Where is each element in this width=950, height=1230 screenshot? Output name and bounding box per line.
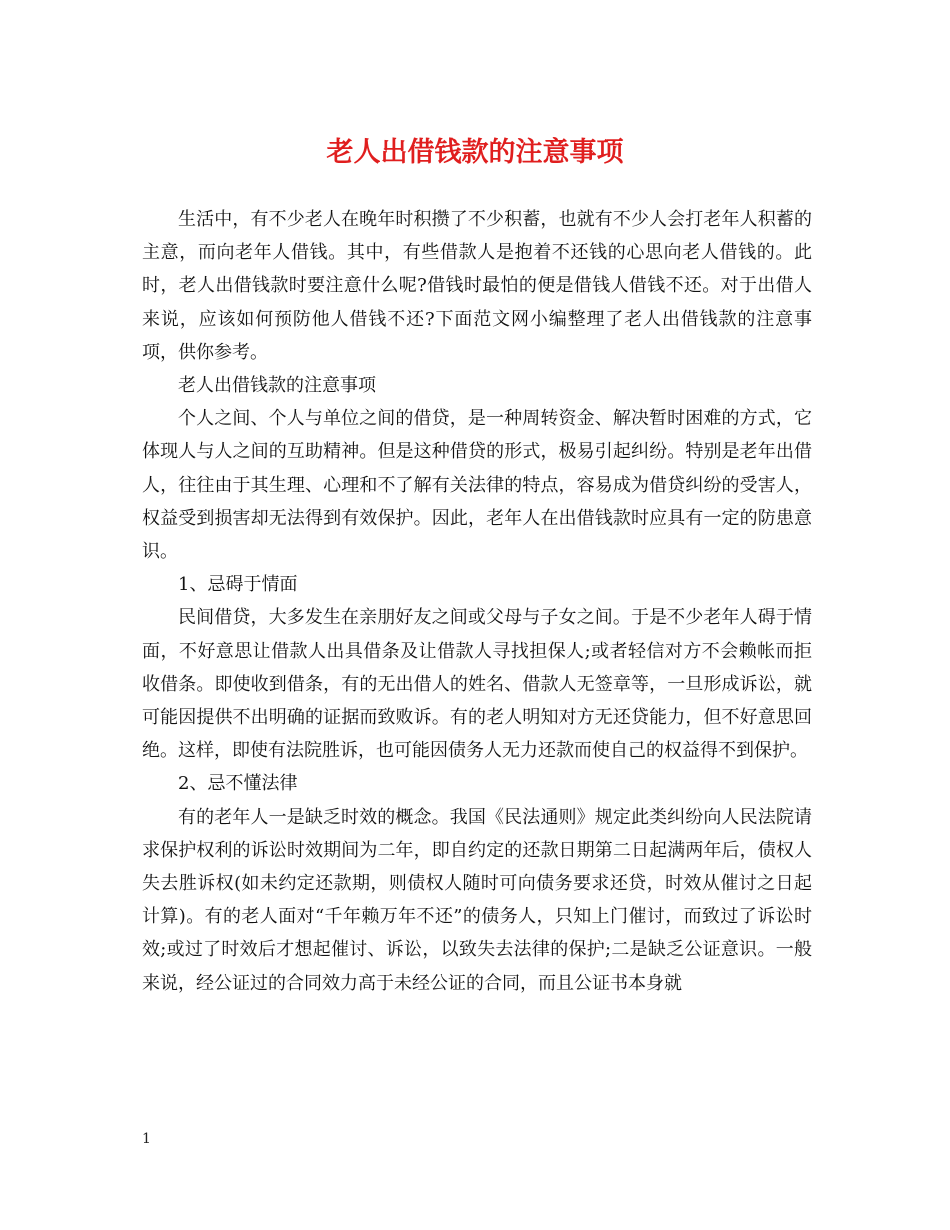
section-heading-2: 2、忌不懂法律 (178, 773, 298, 795)
section-heading-main: 老人出借钱款的注意事项 (178, 375, 376, 397)
page-number: 1 (142, 1131, 151, 1147)
paragraph-overview: 个人之间、个人与单位之间的借贷，是一种周转资金、解决暂时困难的方式，它体现人与人之间的互助精神。但是这种借贷的形式，极易引起纠纷。特别是老年出借人，往往由于其生理、心理和不了解有关法律的特点，容易成为借贷纠纷的受害人，权益受到损害却无法得到有效保护。因此，老年人在出借钱款时应具有一定的防患意识。 (142, 408, 812, 563)
document-title: 老人出借钱款的注意事项 (326, 137, 624, 168)
paragraph-section-2: 有的老年人一是缺乏时效的概念。我国《民法通则》规定此类纠纷向人民法院请求保护权利的诉讼时效期间为二年，即自约定的还款日期第二日起满两年后，债权人失去胜诉权(如未约定还款期，则债权人随时可向债务要求还贷，时效从催讨之日起计算)。有的老人面对“千年赖万年不还”的债务人，只知上门催讨，而致过了诉讼时效;或过了时效后才想起催讨、诉讼，以致失去法律的保护;二是缺乏公证意识。一般来说，经公证过的合同效力高于未经公证的合同，而且公证书本身就 (142, 806, 812, 994)
paragraph-intro: 生活中，有不少老人在晚年时积攒了不少积蓄，也就有不少人会打老年人积蓄的主意，而向老年人借钱。其中，有些借款人是抱着不还钱的心思向老人借钱的。此时，老人出借钱款时要注意什么呢?借钱时最怕的便是借钱人借钱不还。对于出借人来说，应该如何预防他人借钱不还?下面范文网小编整理了老人出借钱款的注意事项，供你参考。 (142, 209, 812, 363)
paragraph-section-1: 民间借贷，大多发生在亲朋好友之间或父母与子女之间。于是不少老年人碍于情面，不好意思让借款人出具借条及让借款人寻找担保人;或者轻信对方不会赖帐而拒收借条。即使收到借条，有的无出借人的姓名、借款人无签章等，一旦形成诉讼，就可能因提供不出明确的证据而致败诉。有的老人明知对方无还贷能力，但不好意思回绝。这样，即使有法院胜诉，也可能因债务人无力还款而使自己的权益得不到保护。 (142, 607, 812, 762)
document-body (142, 203, 812, 1000)
section-heading-1: 1、忌碍于情面 (178, 574, 298, 596)
